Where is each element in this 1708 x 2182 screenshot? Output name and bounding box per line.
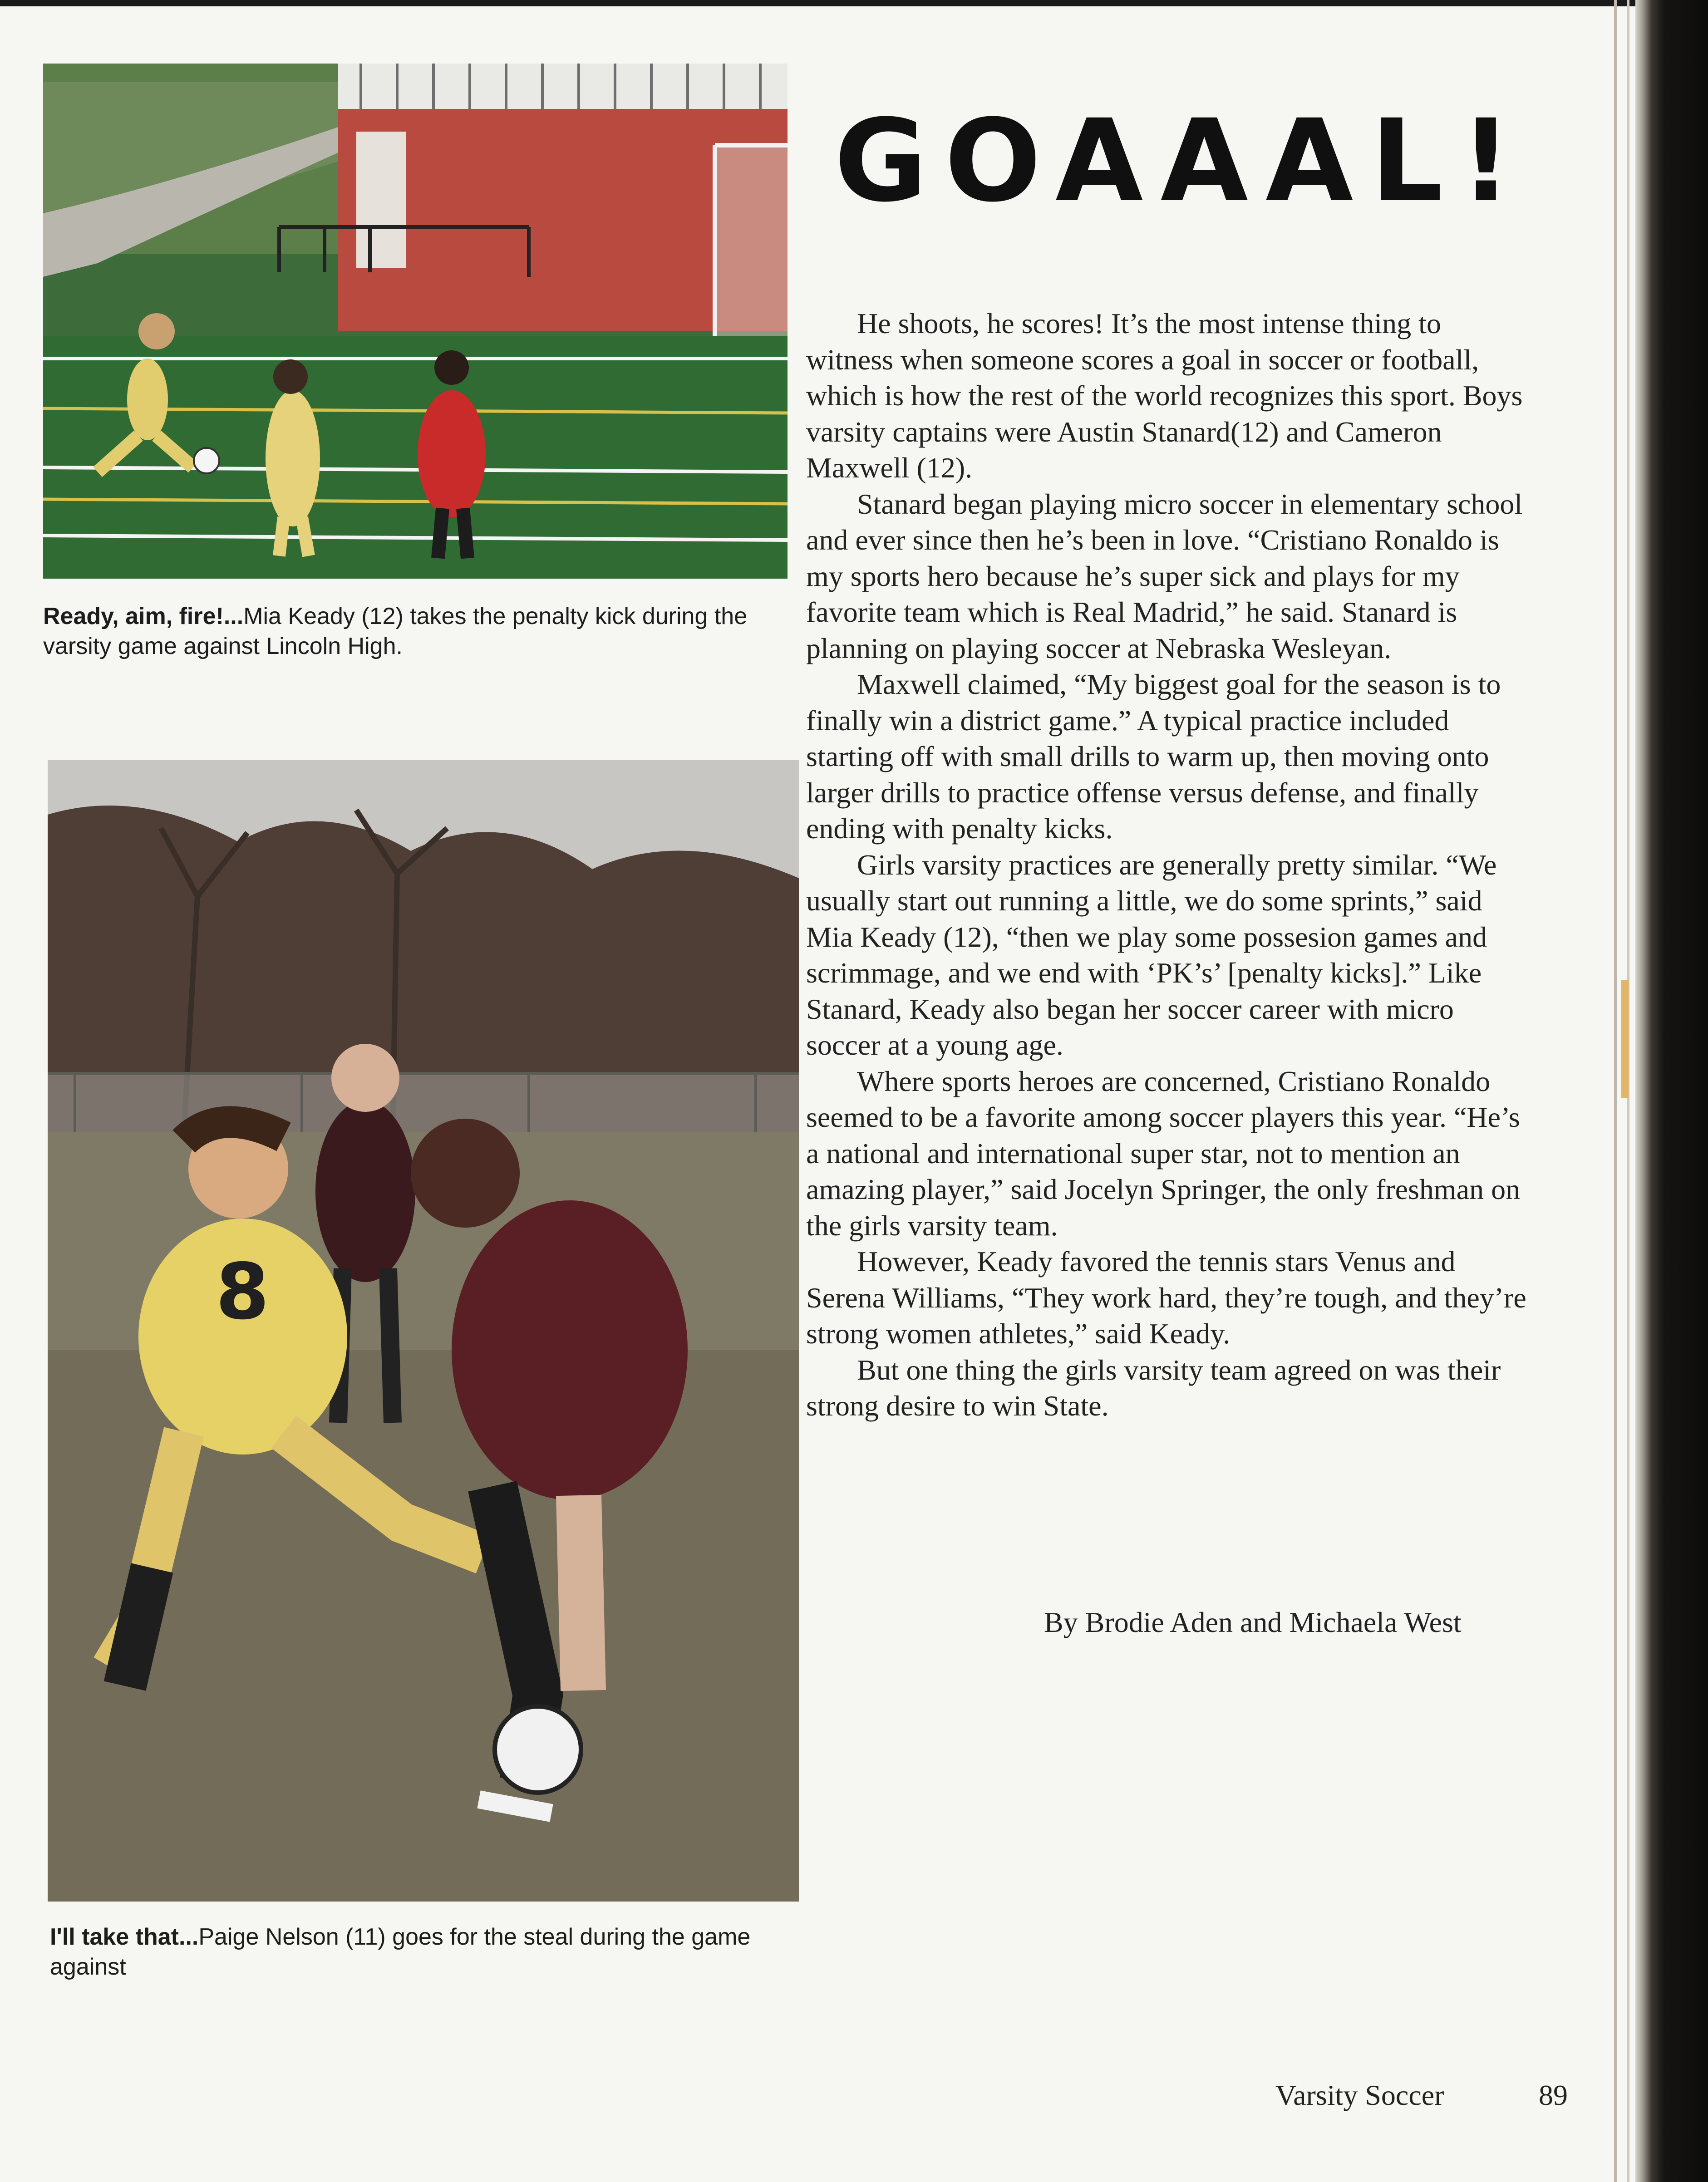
penalty-kick-caption <box>43 601 792 661</box>
caption-lead: I'll take that... <box>50 1924 199 1950</box>
top-edge-rule <box>0 0 1708 6</box>
article-paragraph: Stanard began playing micro soccer in elementary school and ever since then he’s been in love. “Cristiano Ronaldo is my sports hero because he’s super sick and plays for my favorite team which is Real Madrid,” he said. Stanard is planning on playing soccer at Nebraska Wesleyan. <box>806 487 1523 664</box>
caption-lead: Ready, aim, fire!... <box>43 603 244 629</box>
steal-caption <box>50 1922 812 1982</box>
article-paragraph: He shoots, he scores! It’s the most intense thing to witness when someone scores a goal in soccer or football, which is how the rest of the world recognizes this sport. Boys varsity captains were Austin Stanard(12) and Cameron Maxwell (12). <box>806 307 1523 484</box>
article-paragraph: Where sports heroes are concerned, Cristiano Ronaldo seemed to be a favorite among soccer players this year. “He’s a national and international super star, not to mention an amazing player,” said Jocelyn Springer, the only freshman on the girls varsity team. <box>806 1065 1521 1242</box>
article-paragraph: Maxwell claimed, “My biggest goal for the season is to finally win a district game.” A typical practice included starting off with small drills to warm up, then moving onto larger drills to practice offense versus defense, and finally ending with penalty kicks. <box>806 668 1501 845</box>
steal-photo <box>48 760 799 1902</box>
article-body <box>806 305 1528 1424</box>
caption-text: Mia Keady (12) takes the penalty kick during the varsity game against Lincoln High. <box>43 603 748 659</box>
page-edge-tab <box>1621 980 1629 1098</box>
caption-text: Paige Nelson (11) goes for the steal during the game against <box>50 1924 751 1980</box>
headline: GOAAAL! <box>834 95 1529 227</box>
page-number: 89 <box>1539 2079 1568 2111</box>
byline: By Brodie Aden and Michaela West <box>1044 1606 1462 1638</box>
article-paragraph: Girls varsity practices are generally pretty similar. “We usually start out running a little, we do some sprints,” said Mia Keady (12), “then we play some possesion games and scrimmage, and we end with ‘PK’s’ [penalty kicks].” Like Stanard, Keady also began her soccer career with micro soccer at a young age. <box>806 848 1497 1061</box>
page-edge <box>1614 0 1617 2182</box>
penalty-kick-photo <box>43 64 788 579</box>
book-spine <box>1635 0 1708 2182</box>
article-paragraph: But one thing the girls varsity team agreed on was their strong desire to win State. <box>806 1353 1501 1422</box>
svg-text:8: 8 <box>216 1247 270 1337</box>
article-paragraph: However, Keady favored the tennis stars Venus and Serena Williams, “They work hard, they’re tough, and they’re strong women athletes,” said Keady. <box>806 1245 1526 1350</box>
footer-section-title: Varsity Soccer <box>1275 2079 1444 2111</box>
